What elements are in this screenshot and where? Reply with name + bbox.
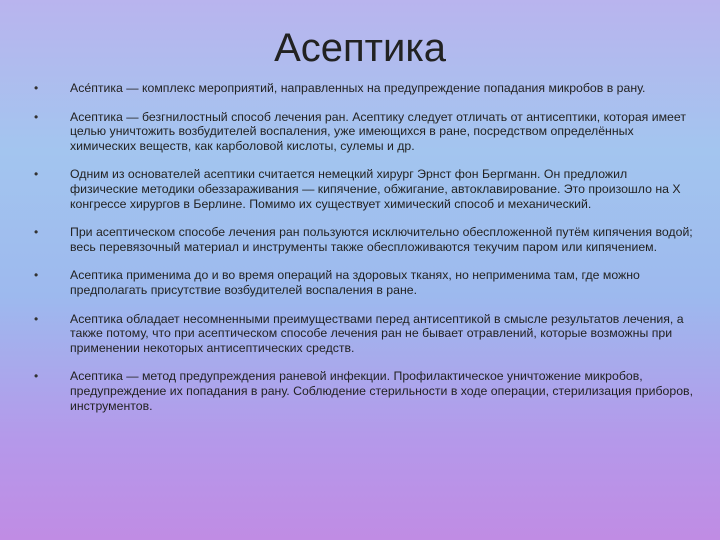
bullet-text: Асептика применима до и во время операций на здоровых тканях, но неприменима там, где можно предполагать присутствие возбудителей воспаления в ране.: [70, 268, 640, 297]
bullet-item: [34, 225, 694, 254]
bullet-marker: •: [34, 225, 39, 240]
bullet-marker: •: [34, 268, 39, 283]
bullet-text: Асе́птика — комплекс мероприятий, направленных на предупреждение попадания микробов в рану.: [70, 81, 646, 95]
bullet-item: [34, 268, 694, 297]
bullet-marker: •: [34, 369, 39, 384]
bullet-marker: •: [34, 81, 39, 95]
bullet-text: Одним из основателей асептики считается немецкий хирург Эрнст фон Бергманн. Он предложил физические методики обеззараживания — кипячение, обжигание, автоклавирование. Это произошло на X конгрессе хирургов в Берлине. Помимо их существует химический способ и механический.: [70, 167, 681, 211]
bullet-text: Асептика обладает несомненными преимуществами перед антисептикой в смысле результатов лечения, а также потому, что при асептическом способе лечения ран не бывает отравлений, которые возможны при применении некоторых антисептических средств.: [70, 311, 684, 355]
bullet-marker: •: [34, 109, 39, 124]
bullet-text: Асептика — безгнилостный способ лечения ран. Асептику следует отличать от антисептики, которая имеет целью уничтожить возбудителей воспаления, уже имеющихся в ране, посредством определённых химических веществ, как карболовой кислоты, сулемы и др.: [70, 109, 686, 153]
bullet-text: Асептика — метод предупреждения раневой инфекции. Профилактическое уничтожение микробов, предупреждение их попадания в рану. Соблюдение стерильности в ходе операции, стерилизация приборов, инструментов.: [70, 369, 693, 413]
bullet-marker: •: [34, 311, 39, 326]
bullet-text: При асептическом способе лечения ран пользуются исключительно обеспложенной путём кипячения водой; весь перевязочный материал и инструменты также обеспложиваются текучим паром или кипячением.: [70, 225, 693, 254]
bullet-item: [34, 167, 694, 211]
bullet-marker: •: [34, 167, 39, 182]
slide-title: Асептика: [274, 26, 446, 70]
bullet-item: [34, 369, 694, 413]
bullet-item: [34, 312, 694, 356]
bullet-item: [34, 110, 694, 154]
bullet-item: [34, 81, 694, 96]
bullet-list: [34, 81, 694, 413]
